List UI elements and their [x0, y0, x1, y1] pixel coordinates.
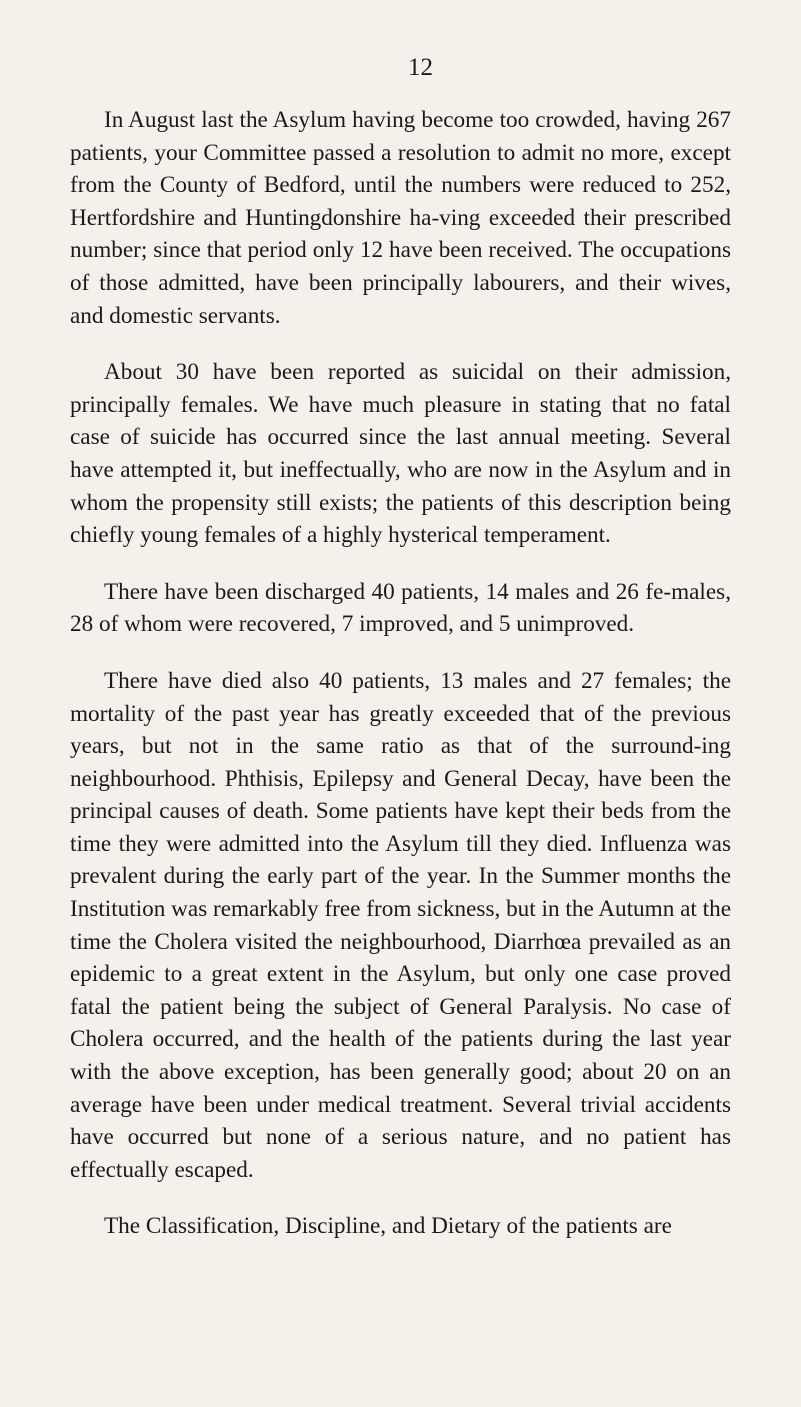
paragraph-admissions: In August last the Asylum having become too crowded, having 267 patients, your Committee passed a resolution to admit no more, except from the County of Bedford, until the numbers were reduced to 252, Hertfordshire and Huntingdonshire ha-ving exceeded their prescribed number; since that period only 12 have been received. The occupations of those admitted, have been principally labourers, and their wives, and domestic servants. [70, 107, 731, 329]
page-number: 12 [408, 54, 433, 81]
paragraph-classification: The Classification, Discipline, and Dietary of the patients are [104, 1213, 672, 1240]
paragraph-discharges: There have been discharged 40 patients, 14 males and 26 fe-males, 28 of whom were recovered, 7 improved, and 5 unimproved. [70, 578, 731, 638]
paragraph-deaths-and-health: There have died also 40 patients, 13 males and 27 females; the mortality of the past year has greatly exceeded that of the previous years, but not in the same ratio as that of the surround-ing neighbourhood. Phthisis, Epilepsy and General Decay, have been the principal causes of death. Some patients have kept their beds from the time they were admitted into the Asylum till they died. Influenza was prevalent during the early part of the year. In the Summer months the Institution was remarkably free from sickness, but in the Autumn at the time the Cholera visited the neighbourhood, Diarrhœa prevailed as an epidemic to a great extent in the Asylum, but only one case proved fatal the patient being the subject of General Paralysis. No case of Cholera occurred, and the health of the patients during the last year with the above exception, has been generally good; about 20 on an average have been under medical treatment. Several trivial accidents have occurred but none of a serious nature, and no patient has effectually escaped. [70, 667, 731, 1183]
paragraph-suicidal-cases: About 30 have been reported as suicidal on their admission, principally females. We have much pleasure in stating that no fatal case of suicide has occurred since the last annual meeting. Several have attempted it, but ineffectually, who are now in the Asylum and in whom the propensity still exists; the patients of this description being chiefly young females of a highly hysterical temperament. [70, 359, 731, 549]
